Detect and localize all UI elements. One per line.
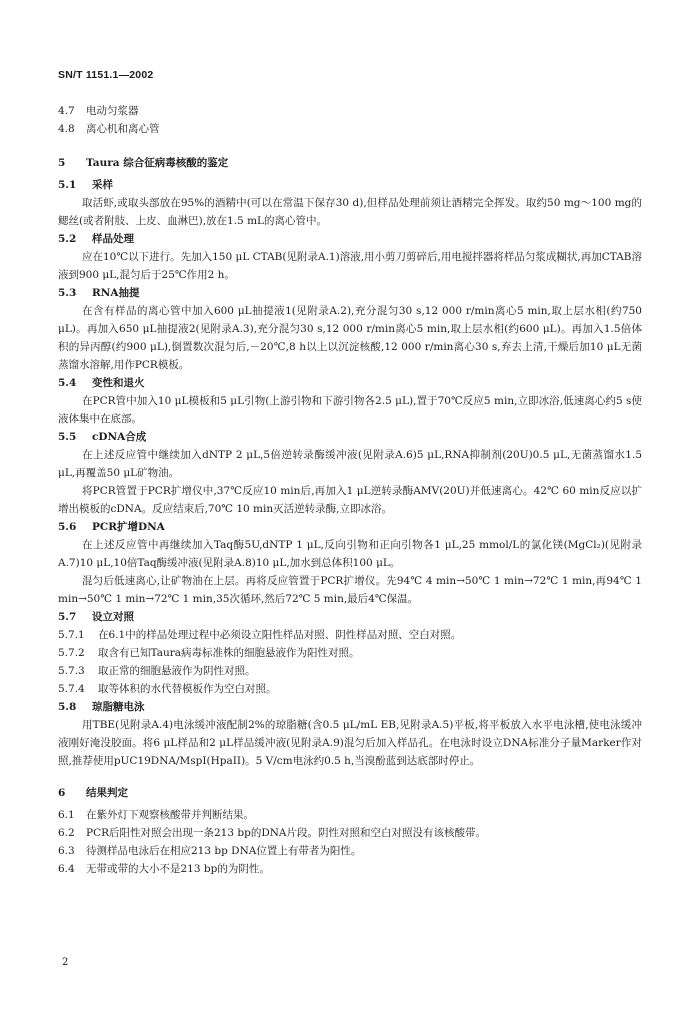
equipment-item (58, 120, 642, 138)
subsection-number: 5.6 (58, 521, 77, 533)
item-text: 取含有已知Taura病毒标准株的细胞悬液作为阳性对照。 (98, 647, 360, 659)
paragraph: 用TBE(见附录A.4)电泳缓冲液配制2%的琼脂糖(含0.5 μL/mL EB,见附录A.5)平板,将平板放入水平电泳槽,使电泳缓冲液刚好淹没胶面。将6 μL样品和2 μL样品缓冲液(见附录A.9)混匀后加入样品孔。在电泳时设立DNA标准分子量Marker作对照,推荐使用pUC19DNA/MspI(HpaII)。5 V/cm电泳约0.5 h,当溴酚蓝到达底部时停止。 (58, 719, 642, 767)
item-text: 取等体积的水代替模板作为空白对照。 (98, 683, 277, 695)
item-text: 离心机和离心管 (86, 123, 160, 135)
item-number: 4.7 (58, 105, 75, 117)
subsection-number: 5.3 (58, 287, 77, 299)
subsection-number: 5.5 (58, 431, 77, 443)
item-text: 取正常的细胞悬液作为阴性对照。 (98, 665, 256, 677)
list-item (58, 806, 642, 824)
item-text: 待测样品电泳后在相应213 bp DNA位置上有带者为阳性。 (86, 845, 362, 857)
item-number: 6.3 (58, 845, 75, 857)
subsection-heading (58, 698, 642, 716)
subsection-number: 5.7 (58, 611, 77, 623)
list-item (58, 842, 642, 860)
paragraph: 在PCR管中加入10 μL模板和5 μL引物(上游引物和下游引物各2.5 μL),置于70℃反应5 min,立即冰浴,低速离心约5 s使液体集中在底部。 (58, 395, 642, 425)
subsection-number: 5.1 (58, 179, 77, 191)
item-text: 在6.1中的样品处理过程中必须设立阳性样品对照、阴性样品对照、空白对照。 (98, 629, 462, 641)
item-text: 在紫外灯下观察核酸带并判断结果。 (86, 809, 254, 821)
subsection-heading (58, 176, 642, 194)
subsection-title: 设立对照 (92, 611, 134, 623)
document-number: SN/T 1151.1—2002 (58, 69, 154, 81)
subsection-number: 5.2 (58, 233, 77, 245)
subsection-heading (58, 230, 642, 248)
item-text: PCR后阳性对照会出现一条213 bp的DNA片段。阴性对照和空白对照没有该核酸带。 (86, 827, 487, 839)
subsection-heading (58, 374, 642, 392)
subsection-title: cDNA合成 (92, 431, 147, 443)
document-body (58, 102, 642, 878)
paragraph: 在含有样品的离心管中加入600 μL抽提液1(见附录A.2),充分混匀30 s,12 000 r/min离心5 min,取上层水相(约750 μL)。再加入650 μL抽提液2(见附录A.3),充分混匀30 s,12 000 r/min离心5 min,取上层水相(约600 μL)。再加入1.5倍体积的异丙醇(约900 μL),倒置数次混匀后,－20℃,8 h以上以沉淀核酸,12 000 r/min离心30 s,弃去上清,干燥后加10 μL无菌蒸馏水溶解,用作PCR模板。 (58, 305, 642, 371)
paragraph: 取活虾,或取头部放在95%的酒精中(可以在常温下保存30 d),但样品处理前须让酒精完全挥发。取约50 mg～100 mg的鳃丝(或者附肢、上皮、血淋巴),放在1.5 mL的离心管中。 (58, 197, 642, 227)
subsection-number: 5.4 (58, 377, 77, 389)
list-item (58, 662, 642, 680)
list-item (58, 644, 642, 662)
subsection-heading (58, 284, 642, 302)
section-number: 6 (58, 787, 66, 799)
item-number: 5.7.2 (58, 647, 85, 659)
list-item (58, 860, 642, 878)
subsection-title: 采样 (92, 179, 113, 191)
section-heading (58, 784, 642, 802)
list-item (58, 680, 642, 698)
paragraph: 将PCR管置于PCR扩增仪中,37℃反应10 min后,再加入1 μL逆转录酶AMV(20U)并低速离心。42℃ 60 min反应以扩增出模板的cDNA。反应结束后,70℃ 10 min灭活逆转录酶,立即冰浴。 (58, 485, 642, 515)
subsection-title: 样品处理 (92, 233, 134, 245)
subsection-title: 变性和退火 (92, 377, 145, 389)
subsection-title: 琼脂糖电泳 (92, 701, 145, 713)
item-number: 6.2 (58, 827, 75, 839)
paragraph: 混匀后低速离心,让矿物油在上层。再将反应管置于PCR扩增仪。先94℃ 4 min→50℃ 1 min→72℃ 1 min,再94℃ 1 min→50℃ 1 min→72℃ 1 min,35次循环,然后72℃ 5 min,最后4℃保温。 (58, 575, 642, 605)
subsection-number: 5.8 (58, 701, 77, 713)
section-number: 5 (58, 157, 66, 169)
subsection-title: RNA抽提 (92, 287, 140, 299)
list-item (58, 626, 642, 644)
item-number: 5.7.4 (58, 683, 85, 695)
list-item (58, 824, 642, 842)
item-text: 无带或带的大小不是213 bp的为阴性。 (86, 863, 270, 875)
subsection-heading (58, 608, 642, 626)
item-number: 5.7.1 (58, 629, 85, 641)
item-number: 6.1 (58, 809, 75, 821)
page-number: 2 (62, 957, 69, 968)
paragraph: 在上述反应管中再继续加入Taq酶5U,dNTP 1 μL,反向引物和正向引物各1 μL,25 mmol/L的氯化镁(MgCl₂)(见附录A.7)10 μL,10倍Taq酶缓冲液(见附录A.8)10 μL,加水到总体积100 μL。 (58, 539, 642, 569)
paragraph: 在上述反应管中继续加入dNTP 2 μL,5倍逆转录酶缓冲液(见附录A.6)5 μL,RNA抑制剂(20U)0.5 μL,无菌蒸馏水1.5 μL,再覆盖50 μL矿物油。 (58, 449, 642, 479)
section-title: Taura 综合征病毒核酸的鉴定 (86, 157, 229, 169)
equipment-item (58, 102, 642, 120)
item-number: 4.8 (58, 123, 75, 135)
item-text: 电动匀浆器 (86, 105, 139, 117)
item-number: 6.4 (58, 863, 75, 875)
subsection-title: PCR扩增DNA (92, 521, 165, 533)
section-title: 结果判定 (86, 787, 128, 799)
subsection-heading (58, 428, 642, 446)
paragraph: 应在10℃以下进行。先加入150 μL CTAB(见附录A.1)溶液,用小剪刀剪碎后,用电搅拌器将样品匀浆成糊状,再加CTAB溶液到900 μL,混匀后于25℃作用2 h。 (58, 251, 642, 281)
section-heading (58, 154, 642, 172)
item-number: 5.7.3 (58, 665, 85, 677)
subsection-heading (58, 518, 642, 536)
